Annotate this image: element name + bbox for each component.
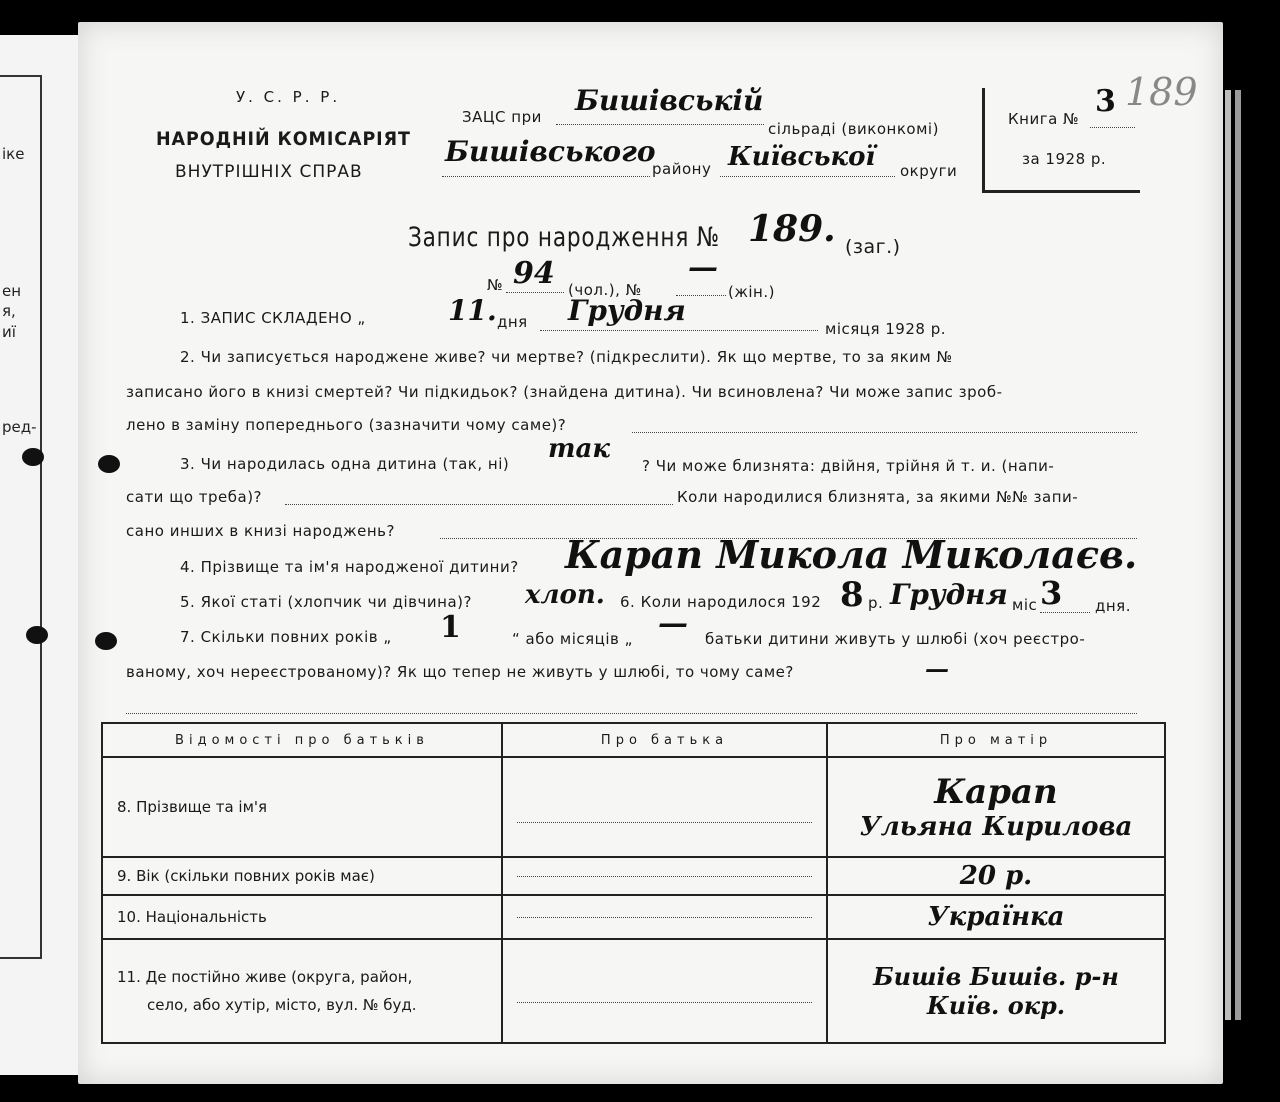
q6-month-label: міс xyxy=(1012,596,1038,614)
mother-nationality: Українка xyxy=(827,895,1165,939)
district-line xyxy=(442,176,650,177)
left-fragment: иї xyxy=(2,323,16,341)
row-label xyxy=(102,939,502,1043)
parents-table xyxy=(101,722,1166,1044)
council-line xyxy=(556,124,764,125)
male-number-line xyxy=(506,292,564,293)
corner-number-pencil: 189 xyxy=(1125,70,1198,114)
table-header: Про матір xyxy=(827,723,1165,757)
row-label: 8. Прізвище та ім'я xyxy=(102,757,502,857)
q7-label: 7. Скільки повних років „ xyxy=(180,628,392,646)
q7-years: 1 xyxy=(440,610,461,645)
mother-surname: Карап xyxy=(934,772,1058,812)
q6-day: 3 xyxy=(1040,574,1063,612)
row-label-line: село, або хутір, місто, вул. № буд. xyxy=(147,996,417,1014)
record-number: 189. xyxy=(748,208,836,250)
binding-hole xyxy=(98,455,120,473)
left-fragment: я, xyxy=(2,302,16,320)
mother-residence: Бишів Бишів. р-н xyxy=(873,962,1119,991)
male-label: (чол.), № xyxy=(568,281,642,299)
female-label: (жін.) xyxy=(728,283,775,301)
row-label-line: 11. Де постійно живе (округа, район, xyxy=(117,968,413,986)
left-fragment: ен xyxy=(2,282,22,300)
no-label: № xyxy=(487,276,504,294)
zags-label: ЗАЦС при xyxy=(462,108,542,126)
father-cell xyxy=(502,939,827,1043)
q1-day: 11. xyxy=(448,294,497,327)
book-number: 3 xyxy=(1095,84,1116,119)
q7-line2: ваному, хоч нереєстрованому)? Як що тепер не живуть у шлюбі, то чому саме? xyxy=(126,663,794,681)
q1-day-label: дня xyxy=(497,313,528,331)
q6-day-label: дня. xyxy=(1095,597,1131,615)
q3-line2a: сати що треба)? xyxy=(126,488,263,506)
q2-line3: лено в заміну попереднього (зазначити чому саме)? xyxy=(126,416,567,434)
binding-hole xyxy=(95,632,117,650)
mother-residence-okrug: Київ. окр. xyxy=(926,991,1066,1020)
female-number: — xyxy=(688,250,718,285)
q5-label: 5. Якої статі (хлопчик чи дівчина)? xyxy=(180,593,472,611)
q6-year: 8 xyxy=(840,575,864,615)
book-box xyxy=(982,88,1140,193)
page-stack-edge xyxy=(1225,90,1231,1020)
q2-line xyxy=(632,432,1137,433)
table-row xyxy=(102,857,1165,895)
binding-hole xyxy=(22,448,44,466)
father-cell xyxy=(502,757,827,857)
q6-year-label: р. xyxy=(868,594,884,612)
mother-age: 20 р. xyxy=(827,857,1165,895)
book-label: Книга № xyxy=(1008,110,1080,128)
q7-months: — xyxy=(658,606,688,641)
q3-line1b: ? Чи може близнята: двійня, трійня й т. и. (напи- xyxy=(642,457,1055,475)
ussr-label: У. С. Р. Р. xyxy=(236,88,341,106)
q5-answer: хлоп. xyxy=(525,580,605,610)
q3-line1a: 3. Чи народилась одна дитина (так, ні) xyxy=(180,455,510,473)
record-title: Запис про народження № xyxy=(408,222,721,253)
father-dotted-line xyxy=(517,822,812,823)
mother-cell xyxy=(827,939,1165,1043)
q2-line1: 2. Чи записується народжене живе? чи мертве? (підкреслити). Як що мертве, то за яким № xyxy=(180,348,953,366)
table-header: Про батька xyxy=(502,723,827,757)
left-fragment: ред- xyxy=(2,418,37,436)
q6-label: 6. Коли народилося 192 xyxy=(620,593,822,611)
father-cell xyxy=(502,857,827,895)
q3-line2b: Коли народилися близнята, за якими №№ запи- xyxy=(677,488,1079,506)
q4-label: 4. Прізвище та ім'я народженої дитини? xyxy=(180,558,519,576)
okrug-line xyxy=(720,176,895,177)
row-label: 10. Національність xyxy=(102,895,502,939)
left-page-frame xyxy=(0,75,42,959)
q2-line2: записано його в книзі смертей? Чи підкидьок? (знайдена дитина). Чи всиновлена? Чи може запис зроб- xyxy=(126,383,1003,401)
table-row xyxy=(102,895,1165,939)
district-label: району xyxy=(652,160,712,178)
binding-hole xyxy=(26,626,48,644)
q7-line2-answer: — xyxy=(925,654,949,683)
father-cell xyxy=(502,895,827,939)
q3-line xyxy=(285,504,673,505)
okrug-handwriting: Київської xyxy=(728,142,876,172)
q1-label: 1. ЗАПИС СКЛАДЕНО „ xyxy=(180,309,366,327)
q7-mid: “ або місяців „ xyxy=(512,630,633,648)
mother-cell xyxy=(827,757,1165,857)
male-number: 94 xyxy=(513,256,555,291)
mother-name: Ульяна Кирилова xyxy=(859,812,1133,842)
q1-month-line xyxy=(540,330,818,331)
table-header-row xyxy=(102,723,1165,757)
q1-month: Грудня xyxy=(568,294,686,327)
table-row xyxy=(102,939,1165,1043)
q6-day-line xyxy=(1040,612,1090,613)
book-number-line xyxy=(1090,127,1135,128)
q3-line3: сано инших в книзі народжень? xyxy=(126,522,395,540)
q4-answer: Карап Микола Миколаєв. xyxy=(565,532,1138,577)
row-label: 9. Вік (скільки повних років має) xyxy=(102,857,502,895)
okrug-label: округи xyxy=(900,162,958,180)
council-handwriting: Бишівській xyxy=(575,84,764,117)
father-dotted-line xyxy=(517,917,812,918)
q6-month: Грудня xyxy=(890,578,1008,611)
general-label: (заг.) xyxy=(845,236,901,258)
internal-affairs-label: ВНУТРІШНІХ СПРАВ xyxy=(175,162,363,182)
commissariat-label: НАРОДНІЙ КОМІСАРІЯТ xyxy=(156,128,411,150)
q7-extra-line xyxy=(126,713,1137,714)
q7-rest: батьки дитини живуть у шлюбі (хоч реєстро- xyxy=(705,630,1086,648)
page-stack-edge xyxy=(1235,90,1241,1020)
table-header: Відомості про батьків xyxy=(102,723,502,757)
father-dotted-line xyxy=(517,876,812,877)
father-dotted-line xyxy=(517,1002,812,1003)
left-fragment: іке xyxy=(2,145,25,163)
q1-month-label: місяця 1928 р. xyxy=(825,320,946,338)
q3-answer: так xyxy=(548,434,610,464)
table-row xyxy=(102,757,1165,857)
district-handwriting: Бишівського xyxy=(445,135,656,168)
council-label: сільраді (виконкомі) xyxy=(768,120,939,138)
year-label: за 1928 р. xyxy=(1022,150,1107,168)
